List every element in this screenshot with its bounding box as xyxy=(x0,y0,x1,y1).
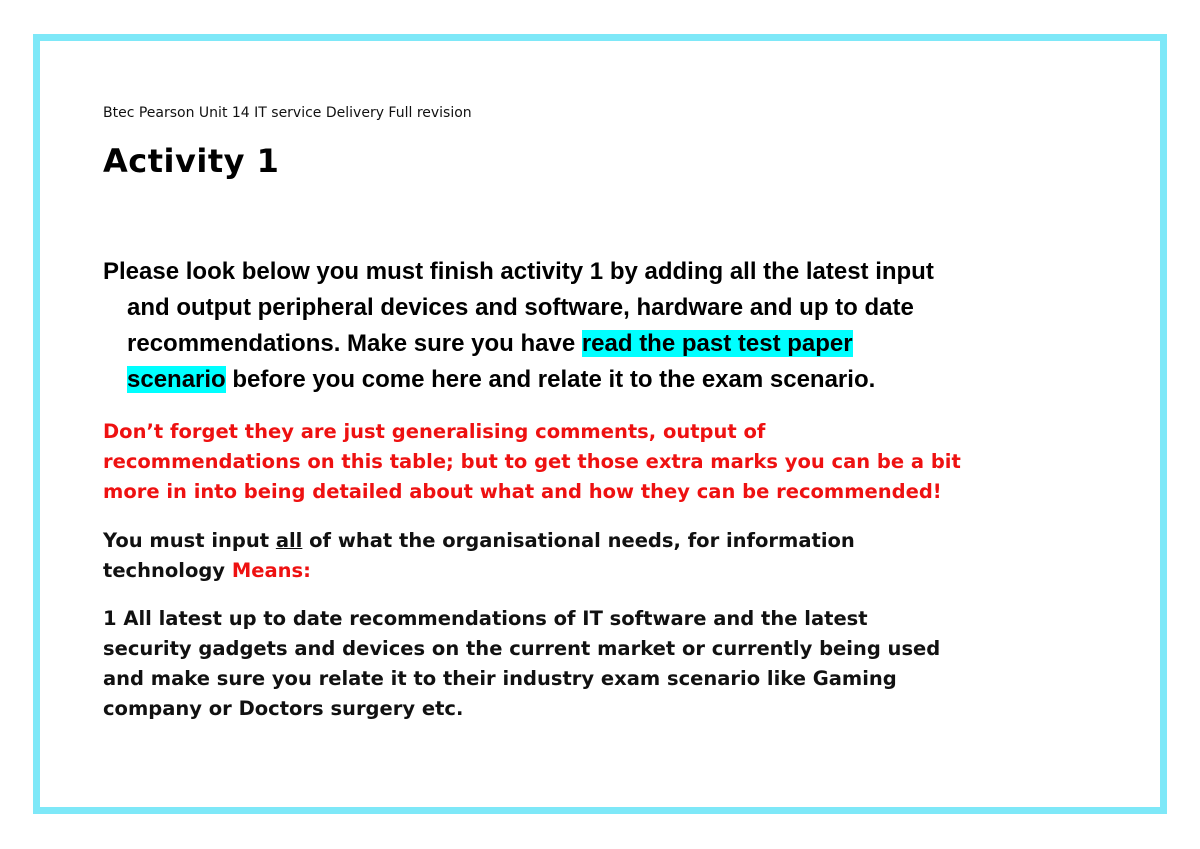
intro-line-3 xyxy=(103,326,1113,362)
intro-line-1: Please look below you must finish activity 1 by adding all the latest input xyxy=(103,258,934,285)
needs-line-2-pre: technology xyxy=(103,559,232,582)
needs-line-1-pre: You must input xyxy=(103,529,276,552)
means-label: Means: xyxy=(231,559,311,582)
needs-line-1 xyxy=(103,526,855,556)
point-1-line-3: and make sure you relate it to their industry exam scenario like Gaming xyxy=(103,667,897,690)
intro-paragraph xyxy=(103,254,1113,398)
point-1-line-4: company or Doctors surgery etc. xyxy=(103,697,464,720)
warning-line-1: Don’t forget they are just generalising comments, output of xyxy=(103,420,766,443)
underlined-text: all xyxy=(275,529,303,552)
highlighted-text: scenario xyxy=(127,366,226,393)
page-title: Activity 1 xyxy=(103,142,280,180)
warning-line-2: recommendations on this table; but to get those extra marks you can be a bit xyxy=(103,450,961,473)
point-1-line-1: 1 All latest up to date recommendations of IT software and the latest xyxy=(103,607,868,630)
intro-line-4 xyxy=(103,362,1113,398)
intro-line-3-text: recommendations. Make sure you have xyxy=(127,330,582,357)
needs-line-2 xyxy=(103,556,855,586)
intro-line-2: and output peripheral devices and software, hardware and up to date xyxy=(127,294,914,321)
intro-line-4-text: before you come here and relate it to the exam scenario. xyxy=(225,366,876,393)
point-1-line-2: security gadgets and devices on the current market or currently being used xyxy=(103,637,941,660)
warning-line-3: more in into being detailed about what and how they can be recommended! xyxy=(103,480,942,503)
point-1-paragraph xyxy=(103,604,940,724)
needs-paragraph xyxy=(103,526,855,586)
highlighted-text: read the past test paper xyxy=(581,330,853,357)
warning-paragraph xyxy=(103,417,961,507)
document-header: Btec Pearson Unit 14 IT service Delivery Full revision xyxy=(103,105,472,121)
needs-line-1-post: of what the organisational needs, for information xyxy=(302,529,855,552)
